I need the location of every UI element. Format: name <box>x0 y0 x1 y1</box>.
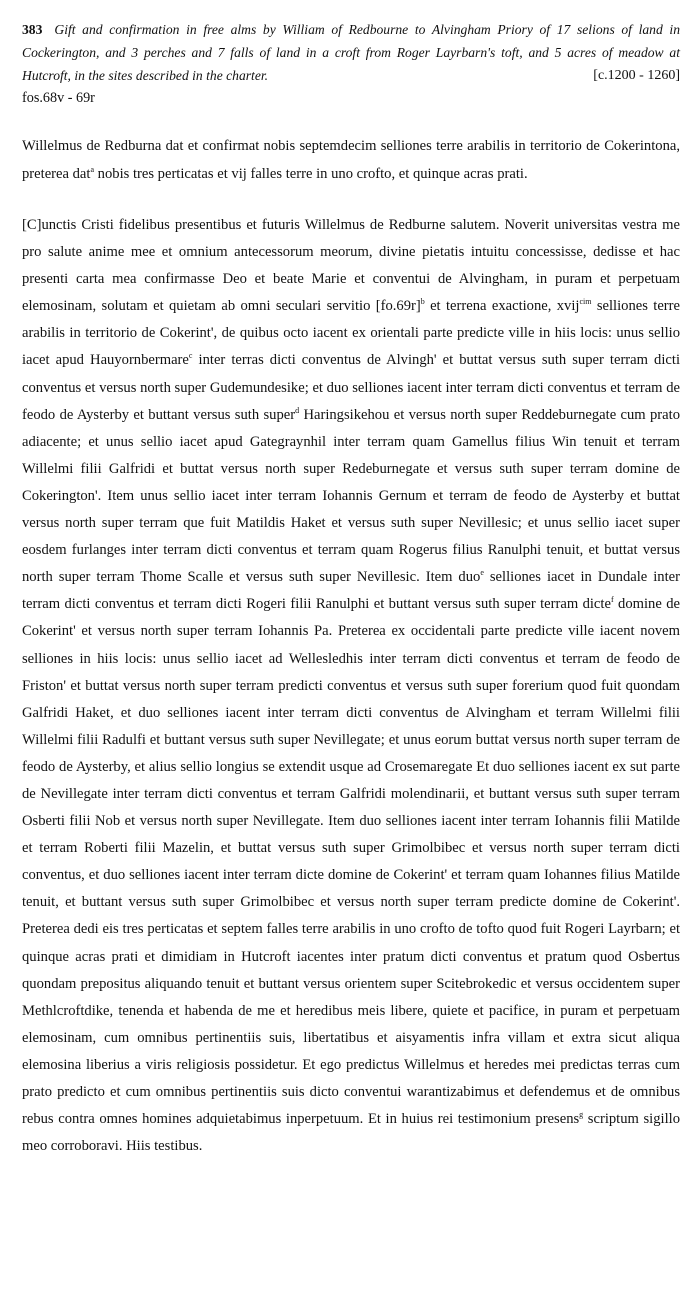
summary-text: nobis tres perticatas et vij falles terre in uno crofto, et quinque acras prati. <box>94 165 528 182</box>
footnote-marker: f <box>610 595 614 605</box>
charter-segment: domine de Cokerint' et versus north super terram Iohannis Pa. Preterea ex occidentali parte predicte ville iacent novem selliones in hiis locis: unus sellio iacet ad Wellesledhis inter terram dicti conventus et terram de feodo de Friston' et buttat versus north super terram predicti conventus et versus suth super forerium quod fuit quondam Galfridi Haket, et duo selliones iacent inter terram dicti conventus de Alvingham et terram Willelmi filii Willelmi filii Radulfi et buttant versus suth super Nevillegate; et unus eorum buttat versus north super terram de feodo de Aysterby, et alius sellio longius se extendit usque ad Crosemaregate Et duo selliones iacent ex sut parte de Nevillegate inter terram dicti conventus et terram Galfridi molendinarii, et buttant versus suth super terram Osberti filii Nob et versus north super Nevillegate. Item duo selliones iacent inter terram Iohannis filii Matilde et terram Roberti filii Mazelin, et buttat versus suth super Grimolbibec et versus north super terram dicti conventus, et duo selliones iacent inter terram dicte domine de Cokerint' et terram quam Iohannes filius Matilde tenuit, et buttant versus suth super Grimolbibec et versus north super terram predicte domine de Cokerint'. Preterea dedi eis tres perticatas et septem falles terre arabilis in uno crofto de tofto quod fuit Rogeri Layrbarn; et quinque acras prati et dimidiam in Hutcroft iacentes inter pratum dicti conventus et pratum quod Osbertus quondam prepositus aliquando tenuit et buttant versus orientem super Scitebrokedic et versus occidentem super Methlcroftdike, tenenda et habenda de me et heredibus meis libere, quiete et pacifice, in puram et perpetuam elemosinam, cum omnibus pertinentiis suis, libertatibus et aisyamentis infra villam et extra sicut aliqua elemosina liberius a viris religiosis possidetur. Et ego predictus Willelmus et heredes mei predictas terras cum prato predicto et cum omnibus pertinentiis suis dicto conventui warantizabimus et defendemus et de omnibus rebus contra omnes homines adquietabimus inperpetuum. Et in huius rei testimonium presens <box>22 596 680 1128</box>
folio-reference: fos.68v - 69r <box>22 90 95 106</box>
footnote-marker: b <box>420 297 425 307</box>
entry-heading-text: Gift and confirmation in free alms by William of Redbourne to Alvingham Priory of 17 selions of land in Cockerington, and 3 perches and 7 falls of land in a croft from Roger Layrbarn's toft, and 5 acres of meadow at Hutcroft, in the sites described in the charter. <box>22 22 680 83</box>
charter-segment: et terrena exactione, xvij <box>424 298 580 315</box>
charter-segment: Haringsikehou et versus north super Reddeburnegate cum prato adiacente; et unus sellio iacet apud Gategraynhil inter terram quam Gamellus filius Win tenuit et terram Willelmi filii Galfridi et buttat versus north super Redeburnegate et versus suth super terram domine de Cokerington'. Item unus sellio iacet inter terram Iohannis Gernum et terram de feodo de Aysterby et buttat versus north super terram que fuit Matildis Haket et versus suth super Nevillesic; et unus sellio iacet super eosdem furlanges inter terram dicti conventus et terram quam Rogerus filius Ranulphi tenuit, et buttat versus north super terram Thome Scalle et versus suth super Nevillesic. Item duo <box>22 406 680 586</box>
footnote-marker: e <box>480 568 484 578</box>
footnote-marker: a <box>90 164 95 174</box>
charter-segment: inter terras dicti conventus de Alvingh' et buttat versus suth super terram dicti conventus et versus north super Gudemundesike; et duo selliones iacent inter terram dicti conventus et terram de feodo de Aysterby et buttant versus suth super <box>22 352 680 423</box>
ordinal-suffix: cim <box>579 297 592 307</box>
charter-paragraph <box>22 212 680 1160</box>
date-range: [c.1200 - 1260] <box>593 68 680 83</box>
footnote-marker: d <box>295 405 300 415</box>
charter-text <box>22 212 680 1160</box>
charter-segment: scriptum sigillo meo corroboravi. Hiis testibus. <box>22 1111 680 1155</box>
charter-segment: selliones terre arabilis in territorio de Cokerint', de quibus octo iacent ex orientali parte predicte ville in hiis locis: unus sellio iacet apud Hauyornbermare <box>22 298 680 369</box>
latin-summary <box>22 133 680 188</box>
charter-segment: selliones iacet in Dundale inter terram dicti conventus et terram dicti Rogeri filii Ranulphi et buttant versus suth super terram dicte <box>22 569 680 613</box>
entry-number: 383 <box>22 22 43 37</box>
charter-segment: [C]unctis Cristi fidelibus presentibus et futuris Willelmus de Redburne salutem. Noverit universitas vestra me pro salute anime mee et omnium antecessorum meorum, divine pietatis intuitu concessisse, dedisse et hac presenti carta mea confirmasse Deo et beate Marie et conventui de Alvingham, in puram et perpetuam elemosinam, solutam et quietam ab omni seculari servitio [fo.69r] <box>22 217 680 315</box>
entry-heading <box>22 18 680 87</box>
summary-text: Willelmus de Redburna dat et confirmat nobis septemdecim selliones terre arabilis in territorio de Cokerintona, preterea dat <box>22 138 680 182</box>
footnote-marker: g <box>579 1110 584 1120</box>
footnote-marker: c <box>188 351 193 361</box>
